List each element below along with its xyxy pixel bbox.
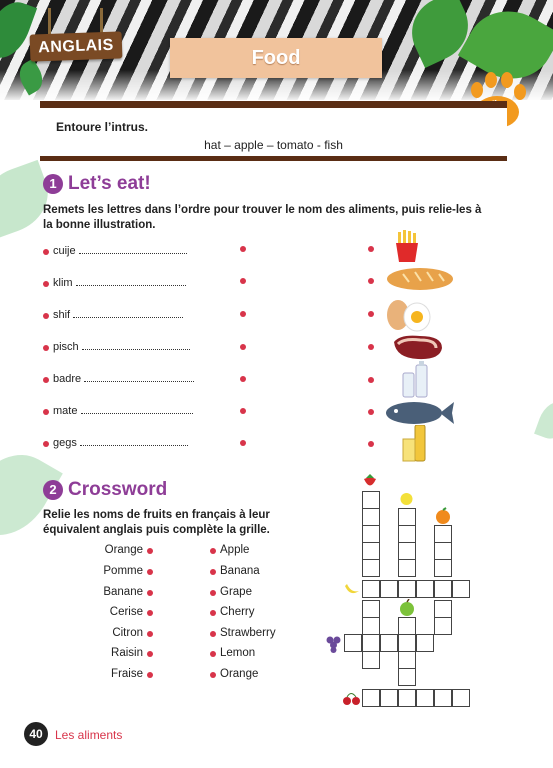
connect-dot[interactable]	[210, 631, 216, 637]
leaf-decoration	[534, 396, 553, 444]
chapter-name: Les aliments	[55, 728, 123, 742]
connect-dot[interactable]	[368, 344, 374, 350]
connect-dot[interactable]	[43, 249, 49, 255]
connect-dot[interactable]	[368, 409, 374, 415]
connect-dot[interactable]	[368, 377, 374, 383]
connect-dot[interactable]	[210, 590, 216, 596]
instruction-line: la bonne illustration.	[43, 219, 156, 231]
crossword-cell[interactable]	[398, 508, 416, 526]
connect-dot[interactable]	[147, 631, 153, 637]
rope	[48, 8, 51, 34]
orange-icon	[434, 507, 452, 525]
scrambled-word: klim	[53, 277, 73, 289]
french-fruit: Pomme	[103, 565, 143, 577]
strawberry-icon	[362, 474, 378, 492]
crossword-cell[interactable]	[434, 617, 452, 635]
grape-icon	[325, 634, 343, 654]
english-fruit: Grape	[220, 586, 252, 598]
intrus-label: Entoure l’intrus.	[56, 120, 149, 134]
connect-dot[interactable]	[368, 278, 374, 284]
connect-dot[interactable]	[147, 569, 153, 575]
fries-icon	[390, 229, 424, 263]
crossword-cell[interactable]	[362, 580, 380, 598]
crossword-cell[interactable]	[398, 542, 416, 560]
crossword-cell[interactable]	[398, 689, 416, 707]
connect-dot[interactable]	[43, 441, 49, 447]
crossword-cell[interactable]	[362, 508, 380, 526]
page-number: 40	[24, 722, 48, 746]
crossword-cell[interactable]	[362, 689, 380, 707]
connect-dot[interactable]	[210, 651, 216, 657]
crossword-cell[interactable]	[434, 600, 452, 618]
scrambled-word: cuije	[53, 245, 76, 257]
connect-dot[interactable]	[147, 548, 153, 554]
crossword-cell[interactable]	[362, 491, 380, 509]
french-fruit: Cerise	[109, 606, 143, 618]
crossword-cell[interactable]	[362, 651, 380, 669]
bread-icon	[385, 266, 455, 292]
subject-plank	[30, 31, 123, 61]
crossword-cell[interactable]	[380, 634, 398, 652]
title-banner	[170, 38, 382, 78]
connect-dot[interactable]	[43, 409, 49, 415]
crossword-cell[interactable]	[434, 525, 452, 543]
english-fruit: Strawberry	[220, 627, 276, 639]
section-title: Crossword	[68, 479, 168, 500]
crossword-cell[interactable]	[398, 617, 416, 635]
crossword-cell[interactable]	[362, 542, 380, 560]
juice-icon	[400, 425, 430, 463]
meat-icon	[390, 332, 446, 362]
instruction-line: Remets les lettres dans l’ordre pour trouver le nom des aliments, puis relie-les à	[43, 204, 482, 216]
section-number: 1	[43, 174, 63, 194]
scrambled-word: pisch	[53, 341, 79, 353]
connect-dot[interactable]	[240, 440, 246, 446]
crossword-cell[interactable]	[398, 651, 416, 669]
section-title: Let’s eat!	[68, 173, 151, 194]
connect-dot[interactable]	[43, 313, 49, 319]
scrambled-word: shif	[53, 309, 71, 321]
milk-icon	[400, 361, 430, 399]
crossword-cell[interactable]	[362, 600, 380, 618]
crossword-cell[interactable]	[398, 634, 416, 652]
rope	[100, 8, 103, 34]
answer-line[interactable]	[81, 404, 193, 414]
crossword-cell[interactable]	[398, 525, 416, 543]
answer-line[interactable]	[82, 340, 190, 350]
intrus-words[interactable]: hat – apple – tomato - fish	[204, 138, 343, 152]
crossword-cell[interactable]	[398, 668, 416, 686]
crossword-cell[interactable]	[362, 559, 380, 577]
english-fruit: Cherry	[220, 606, 255, 618]
french-fruit: Raisin	[111, 647, 143, 659]
connect-dot[interactable]	[368, 441, 374, 447]
connect-dot[interactable]	[240, 311, 246, 317]
fish-icon	[384, 398, 456, 428]
crossword-cell[interactable]	[344, 634, 362, 652]
connect-dot[interactable]	[210, 548, 216, 554]
connect-dot[interactable]	[368, 311, 374, 317]
answer-line[interactable]	[79, 244, 187, 254]
french-fruit: Fraise	[111, 668, 143, 680]
crossword-cell[interactable]	[380, 580, 398, 598]
answer-line[interactable]	[76, 276, 186, 286]
instruction-line: équivalent anglais puis complète la grille.	[43, 524, 270, 536]
connect-dot[interactable]	[240, 344, 246, 350]
crossword-cell[interactable]	[452, 689, 470, 707]
french-fruit: Citron	[112, 627, 143, 639]
crossword-cell[interactable]	[398, 580, 416, 598]
subject-label: ANGLAIS	[37, 36, 115, 57]
english-fruit: Banana	[220, 565, 260, 577]
answer-line[interactable]	[84, 372, 194, 382]
connect-dot[interactable]	[147, 672, 153, 678]
connect-dot[interactable]	[147, 590, 153, 596]
eggs-icon	[385, 297, 431, 333]
crossword-cell[interactable]	[362, 525, 380, 543]
crossword-cell[interactable]	[434, 542, 452, 560]
connect-dot[interactable]	[368, 246, 374, 252]
section-instruction	[43, 203, 513, 233]
scrambled-word: gegs	[53, 437, 77, 449]
english-fruit: Orange	[220, 668, 259, 680]
scrambled-word: badre	[53, 373, 82, 385]
english-fruit: Apple	[220, 544, 250, 556]
connect-dot[interactable]	[240, 408, 246, 414]
crossword-cell[interactable]	[416, 580, 434, 598]
crossword-cell[interactable]	[434, 580, 452, 598]
section-number: 2	[43, 480, 63, 500]
connect-dot[interactable]	[240, 278, 246, 284]
connect-dot[interactable]	[240, 246, 246, 252]
apple-icon	[399, 599, 415, 617]
french-fruit: Banane	[103, 586, 143, 598]
english-fruit: Lemon	[220, 647, 256, 659]
crossword-cell[interactable]	[380, 689, 398, 707]
answer-line[interactable]	[73, 308, 183, 318]
crossword-cell[interactable]	[362, 617, 380, 635]
banana-icon	[344, 583, 360, 597]
lemon-icon	[399, 491, 414, 506]
intrus-box	[40, 101, 507, 161]
connect-dot[interactable]	[43, 281, 49, 287]
section-instruction	[43, 508, 323, 538]
instruction-line: Relie les noms de fruits en français à leur	[43, 509, 270, 521]
connect-dot[interactable]	[147, 651, 153, 657]
answer-line[interactable]	[80, 436, 188, 446]
crossword-cell[interactable]	[416, 689, 434, 707]
connect-dot[interactable]	[43, 345, 49, 351]
page-title: Food	[251, 47, 301, 69]
cherry-icon	[342, 690, 362, 706]
scrambled-word: mate	[53, 405, 78, 417]
crossword-cell[interactable]	[416, 634, 434, 652]
connect-dot[interactable]	[43, 377, 49, 383]
connect-dot[interactable]	[240, 376, 246, 382]
french-fruit: Orange	[104, 544, 143, 556]
connect-dot[interactable]	[210, 569, 216, 575]
crossword-cell[interactable]	[434, 689, 452, 707]
crossword-cell[interactable]	[362, 634, 380, 652]
connect-dot[interactable]	[210, 672, 216, 678]
crossword-cell[interactable]	[452, 580, 470, 598]
crossword-cell[interactable]	[398, 559, 416, 577]
connect-dot[interactable]	[147, 610, 153, 616]
crossword-cell[interactable]	[434, 559, 452, 577]
connect-dot[interactable]	[210, 610, 216, 616]
